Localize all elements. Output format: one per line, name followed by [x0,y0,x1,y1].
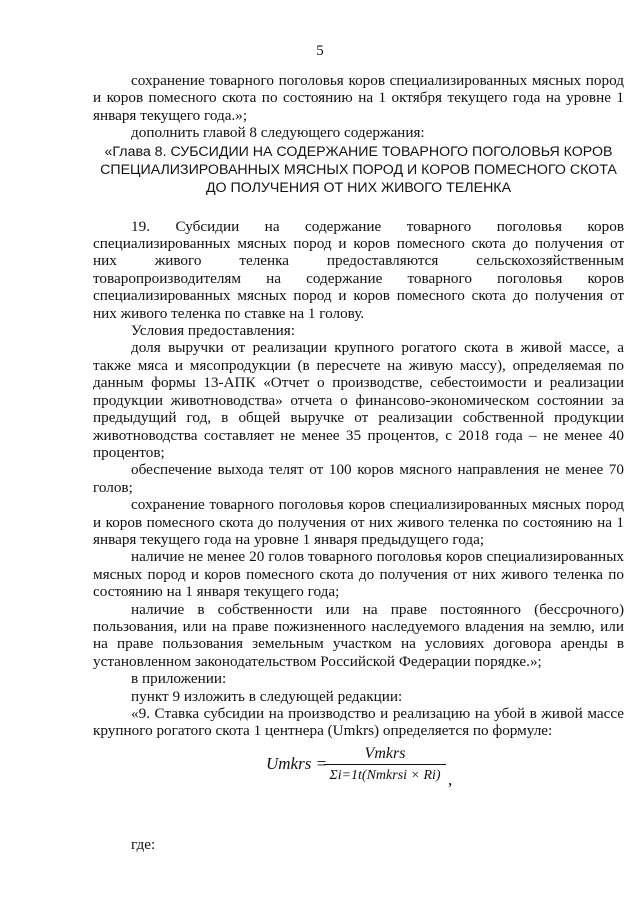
paragraph: пункт 9 изложить в следующей редакции: [131,687,403,705]
where-label: где: [131,836,156,853]
paragraph: Условия предоставления: [131,322,295,340]
paragraph: сохранение товарного поголовья коров специализированных мясных пород и коров помесного скота до получения от них живого теленка по состоянию на 1 января текущего года на уровне 1 января предыдущего года; [93,496,624,548]
formula-numerator: Vmkrs [364,745,406,762]
paragraph: дополнить главой 8 следующего содержания: [131,124,425,142]
spacer [93,197,624,218]
fraction-bar [324,764,446,765]
paragraph: 19. Субсидии на содержание товарного поголовья коров специализированных мясных пород и коров помесного скота до получения от них живого теленка предоставляются сельскохозяйственным товаропроизводителям на содержание товарного поголовья коров специализированных мясных пород и коров помесного скота до получения от них живого теленка по ставке на 1 голову. [93,217,624,322]
chapter-heading: «Глава 8. СУБСИДИИ НА СОДЕРЖАНИЕ ТОВАРНОГО ПОГОЛОВЬЯ КОРОВ СПЕЦИАЛИЗИРОВАННЫХ МЯСНЫХ ПОРОД И КОРОВ ПОМЕСНОГО СКОТА ДО ПОЛУЧЕНИЯ ОТ НИХ ЖИВОГО ТЕЛЕНКА [100,143,617,196]
paragraph: сохранение товарного поголовья коров специализированных мясных пород и коров помесного скота по состоянию на 1 октября текущего года на уровне 1 января текущего года.»; [93,72,624,124]
paragraph: наличие не менее 20 голов товарного поголовья коров специализированных мясных пород и коров помесного скота до получения от них живого теленка по состоянию на 1 января текущего года; [93,548,624,601]
formula-trailing: , [448,770,453,789]
paragraph: в приложении: [131,670,227,688]
page-number: 5 [316,43,324,59]
paragraph: обеспечение выхода телят от 100 коров мясного направления не менее 70 голов; [93,461,624,496]
paragraph: доля выручки от реализации крупного рогатого скота в живой массе, а также мяса и мясопродукции (в пересчете на живую массу), определяемая по данным формы 13-АПК «Отчет о производстве, себестоимости и реализации продукции животноводства» отчета о финансово-экономическом состоянии за предыдущий год, в общей выручке от реализации собственной продукции животноводства составляет не менее 35 процентов, с 2018 года – не менее 40 процентов; [93,339,624,461]
document-body [93,72,624,740]
formula-fraction [324,745,446,784]
formula-lhs: Umkrs = [266,754,328,773]
paragraph: наличие в собственности или на праве постоянного (бессрочного) пользования, или на праве пожизненного наследуемого владения на землю, или на праве пользования земельным участком на условиях договора аренды в установленном законодательством Российской Федерации порядке.»; [93,600,624,670]
paragraph: «9. Ставка субсидии на производство и реализацию на убой в живой массе крупного рогатого скота 1 центнера (Umkrs) определяется по формуле: [93,705,624,740]
formula-denominator: Σi=1t(Nmkrsi × Ri) [329,768,441,783]
